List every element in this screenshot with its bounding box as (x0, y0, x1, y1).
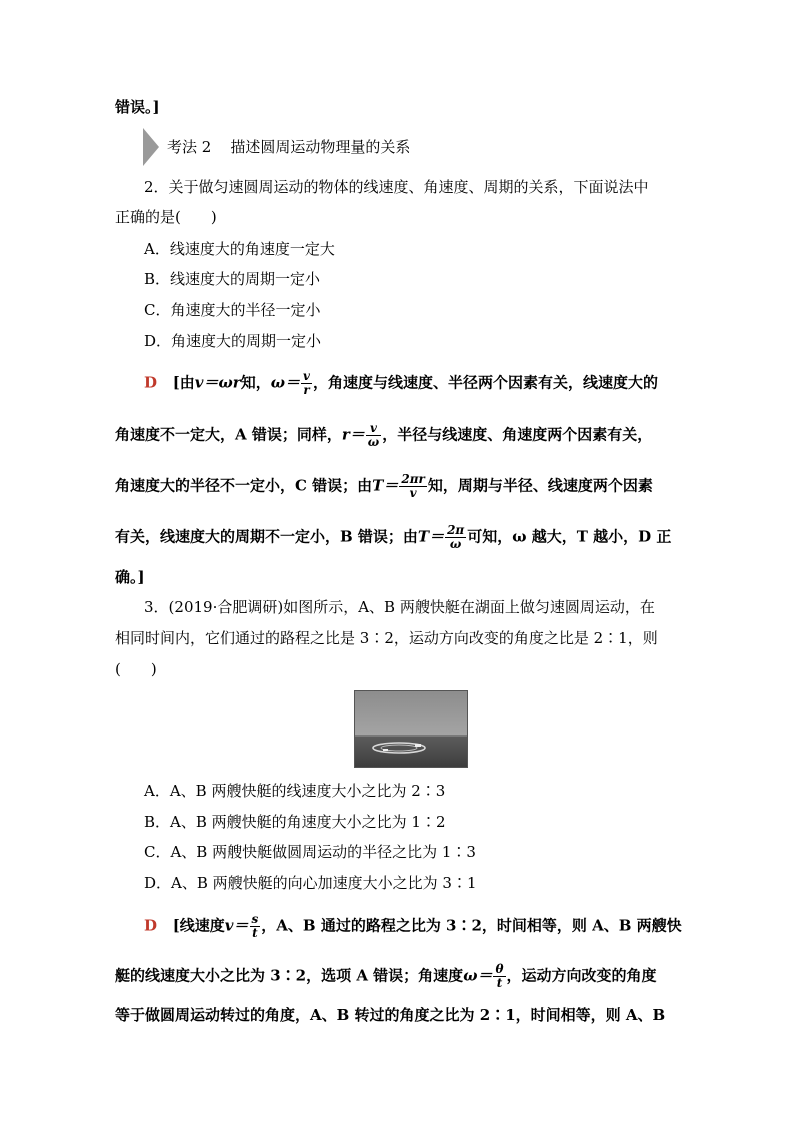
q3-explanation-line2: 艇的线速度大小之比为 3∶2，选项 A 错误；角速度ω＝ $\frac{\theta}{t}$ ，运动方向改变的角度 (115, 962, 657, 990)
q2-explanation-line1: D [由v＝ωr知，ω＝ $\frac{v}{r}$ ，角速度与线速度、半径两个因素有关，线速度大的 (144, 369, 659, 397)
fraction: $\frac{v}{r}$ (303, 369, 310, 397)
q3-answer: D (144, 916, 158, 935)
prev-explanation-end: 错误。] (115, 98, 160, 116)
q3-explanation-line1: D [线速度v＝ $\frac{s}{t}$ ，A、B 通过的路程之比为 3∶2，时间相等，则 A、B 两艘快 (144, 912, 682, 940)
q3-explanation-line3: 等于做圆周运动转过的角度，A、B 转过的角度之比为 2∶1，时间相等，则 A、B (115, 1006, 666, 1024)
section-label: 考法 2 (167, 138, 212, 156)
fraction: $\frac{2\pi r}{v}$ (401, 472, 425, 500)
fraction: $\frac{s}{t}$ (251, 912, 259, 940)
q2-answer: D (144, 373, 158, 392)
q2-option-b: B．线速度大的周期一定小 (144, 270, 321, 288)
boat-a (415, 744, 421, 747)
q2-explanation-line3: 角速度大的半径不一定小，C 错误；由T＝ $\frac{2\pi r}{v}$ 知，周期与半径、线速度两个因素 (115, 472, 653, 500)
q2-stem-line2: 正确的是( ) (115, 208, 217, 226)
q2-explanation-line4: 有关，线速度大的周期不一定小，B 错误；由T＝ $\frac{2\pi}{\omega}$ 可知，ω 越大，T 越小，D 正 (115, 523, 672, 551)
fraction: $\frac{2\pi}{\omega}$ (447, 523, 465, 551)
q3-option-c: C．A、B 两艘快艇做圆周运动的半径之比为 1∶3 (144, 843, 476, 861)
lake-image (355, 691, 467, 767)
q2-option-c: C．角速度大的半径一定小 (144, 301, 321, 319)
q2-stem-line1: 2．关于做匀速圆周运动的物体的线速度、角速度、周期的关系，下面说法中 (144, 178, 649, 196)
q2-option-a: A．线速度大的角速度一定大 (144, 240, 335, 258)
section-arrow-icon (143, 128, 159, 166)
boat-b (383, 749, 388, 751)
q3-stem-line2: 相同时间内，它们通过的路程之比是 3∶2，运动方向改变的角度之比是 2∶1，则 (115, 629, 658, 647)
fraction: $\frac{v}{\omega}$ (367, 421, 380, 449)
q2-explanation-line2: 角速度不一定大，A 错误；同样，r＝ $\frac{v}{\omega}$ ，半径与线速度、角速度两个因素有关， (115, 421, 653, 449)
q2-explanation-line5: 确。] (115, 568, 145, 586)
section-title: 描述圆周运动物理量的关系 (230, 138, 411, 156)
speedboats-photo (354, 690, 468, 768)
q3-stem-line1: 3．(2019·合肥调研)如图所示，A、B 两艘快艇在湖面上做匀速圆周运动，在 (144, 598, 655, 616)
q3-option-d: D．A、B 两艘快艇的向心加速度大小之比为 3∶1 (144, 874, 477, 892)
fraction: $\frac{\theta}{t}$ (495, 962, 504, 990)
q2-option-d: D．角速度大的周期一定小 (144, 332, 322, 350)
q3-option-a: A．A、B 两艘快艇的线速度大小之比为 2∶3 (144, 782, 446, 800)
q3-option-b: B．A、B 两艘快艇的角速度大小之比为 1∶2 (144, 813, 446, 831)
q3-stem-line3: ( ) (115, 660, 157, 678)
